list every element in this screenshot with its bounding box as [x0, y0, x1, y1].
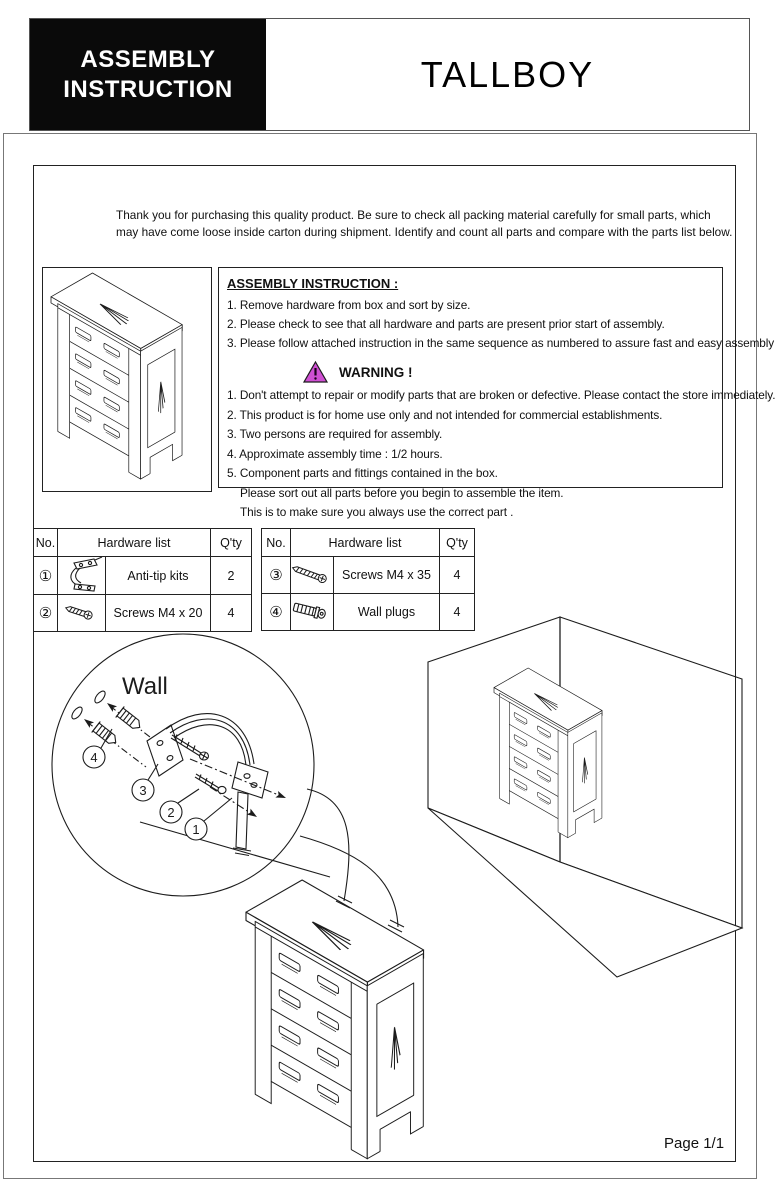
table-row	[34, 595, 252, 632]
col-header-hardware-list: Hardware list	[291, 529, 440, 557]
callout-3	[132, 764, 158, 801]
part-icon-cell	[291, 594, 334, 631]
callout-1	[185, 798, 232, 840]
wall-fixing-detail	[52, 634, 330, 896]
part-number: ④	[262, 594, 291, 631]
part-name: Screws M4 x 20	[106, 595, 211, 632]
screw-short-icon	[61, 599, 103, 625]
callout-4-number: 4	[90, 750, 98, 765]
warning-item: 5. Component parts and fittings contained in the box.	[227, 466, 498, 480]
screw-m4x20-drawing	[195, 774, 226, 794]
intro-line-2: may have come loose inside carton during shipment. Identify and count all parts and compare with the parts list below.	[116, 224, 733, 239]
col-header-qty: Q'ty	[440, 529, 475, 557]
screw-long-icon	[291, 560, 333, 588]
warning-item-continuation: This is to make sure you always use the correct part .	[240, 505, 514, 519]
part-qty: 2	[211, 557, 252, 595]
col-header-hardware-list: Hardware list	[58, 529, 211, 557]
part-number: ①	[34, 557, 58, 595]
part-name: Screws M4 x 35	[334, 557, 440, 594]
assembly-instruction-badge	[30, 19, 266, 130]
instructions-heading: ASSEMBLY INSTRUCTION :	[227, 276, 399, 291]
part-qty: 4	[440, 594, 475, 631]
badge-line2: INSTRUCTION	[63, 75, 233, 103]
tallboy-drawing-large	[246, 880, 424, 1159]
warning-item: 2. This product is for home use only and not intended for commercial establishments.	[227, 407, 663, 422]
warning-triangle-icon	[303, 361, 328, 383]
wall-plug-icon	[291, 597, 333, 625]
table-row	[262, 594, 475, 631]
anti-tip-kit-icon	[60, 557, 104, 591]
part-name: Wall plugs	[334, 594, 440, 631]
warning-item: 3. Two persons are required for assembly.	[227, 427, 443, 441]
part-qty: 4	[211, 595, 252, 632]
warning-item-continuation: Please sort out all parts before you begin to assemble the item.	[240, 485, 564, 500]
hardware-table-1	[33, 528, 252, 632]
corner-room-illustration	[428, 617, 742, 977]
instruction-step: 2. Please check to see that all hardware and parts are present prior start of assembly.	[227, 317, 665, 331]
product-illustration-box	[42, 267, 212, 492]
col-header-no: No.	[34, 529, 58, 557]
anti-tip-furniture-plate	[232, 762, 268, 856]
part-qty: 4	[440, 557, 475, 594]
part-icon-cell	[58, 595, 106, 632]
header	[29, 18, 750, 131]
part-icon-cell	[58, 557, 106, 595]
instruction-step: 1. Remove hardware from box and sort by size.	[227, 298, 471, 312]
warning-header	[303, 361, 722, 383]
part-icon-cell	[291, 557, 334, 594]
callout-2-number: 2	[167, 805, 175, 820]
col-header-no: No.	[262, 529, 291, 557]
table-row	[34, 557, 252, 595]
warning-item: 4. Approximate assembly time : 1/2 hours.	[227, 446, 443, 461]
tallboy-drawing-small	[43, 268, 211, 491]
intro-line-1: Thank you for purchasing this quality product. Be sure to check all packing material carefully for small parts, which	[116, 208, 711, 222]
badge-line1: ASSEMBLY	[80, 45, 216, 73]
part-number: ②	[34, 595, 58, 632]
table-row	[262, 557, 475, 594]
part-number: ③	[262, 557, 291, 594]
instruction-box	[218, 267, 775, 519]
intro-paragraph	[116, 207, 733, 240]
page-number: Page 1/1	[664, 1135, 725, 1152]
warning-item: 1. Don't attempt to repair or modify parts that are broken or defective. Please contact the store immediately.	[227, 388, 775, 402]
wall-label: Wall	[122, 673, 168, 700]
warning-heading: WARNING !	[339, 364, 413, 380]
part-name: Anti-tip kits	[106, 557, 211, 595]
hardware-table-2	[261, 528, 475, 631]
anti-tip-wall-plate	[147, 725, 183, 776]
col-header-qty: Q'ty	[211, 529, 252, 557]
instruction-step: 3. Please follow attached instruction in the same sequence as numbered to assure fast and easy assembly	[227, 336, 775, 350]
product-title: TALLBOY	[420, 53, 595, 95]
tallboy-in-corner	[494, 668, 602, 838]
callout-3-number: 3	[139, 783, 147, 798]
callout-1-number: 1	[192, 822, 200, 837]
